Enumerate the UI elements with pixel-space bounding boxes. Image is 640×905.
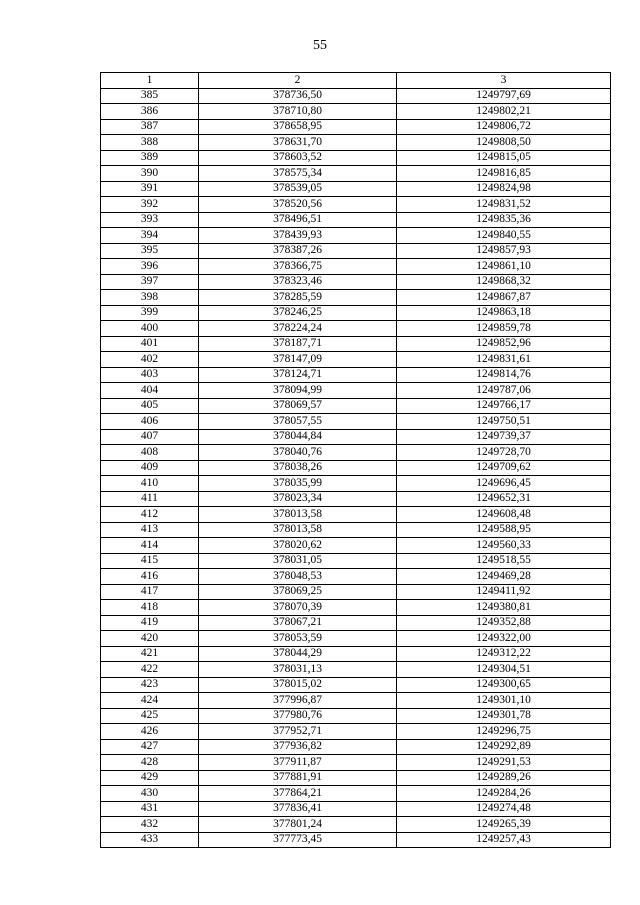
table-cell-col-1: 394 [101, 228, 199, 244]
table-row [101, 491, 611, 507]
table-cell-col-1: 420 [101, 631, 199, 647]
table-cell-col-1: 412 [101, 507, 199, 523]
table-cell-col-1: 430 [101, 786, 199, 802]
table-cell-col-3: 1249766,17 [397, 398, 611, 414]
table-cell-col-2: 378057,55 [199, 414, 397, 430]
table-row [101, 274, 611, 290]
table-cell-col-3: 1249816,85 [397, 166, 611, 182]
table-row [101, 228, 611, 244]
table-cell-col-2: 377864,21 [199, 786, 397, 802]
table-cell-col-3: 1249301,78 [397, 708, 611, 724]
table-cell-col-2: 378658,95 [199, 119, 397, 135]
table-row [101, 507, 611, 523]
table-cell-col-3: 1249859,78 [397, 321, 611, 337]
table-cell-col-1: 407 [101, 429, 199, 445]
table-cell-col-1: 385 [101, 88, 199, 104]
table-body [101, 88, 611, 848]
table-row [101, 553, 611, 569]
table-row [101, 119, 611, 135]
table-cell-col-3: 1249300,65 [397, 677, 611, 693]
table-row [101, 88, 611, 104]
table-cell-col-3: 1249831,52 [397, 197, 611, 213]
table-row [101, 677, 611, 693]
table-cell-col-3: 1249296,75 [397, 724, 611, 740]
table-row [101, 770, 611, 786]
table-cell-col-3: 1249857,93 [397, 243, 611, 259]
table-cell-col-3: 1249352,88 [397, 615, 611, 631]
table-cell-col-2: 378031,05 [199, 553, 397, 569]
table-cell-col-1: 410 [101, 476, 199, 492]
table-cell-col-1: 388 [101, 135, 199, 151]
table-cell-col-2: 378387,26 [199, 243, 397, 259]
table-cell-col-1: 403 [101, 367, 199, 383]
table-cell-col-2: 378053,59 [199, 631, 397, 647]
table-cell-col-1: 431 [101, 801, 199, 817]
table-row [101, 150, 611, 166]
coordinates-table [100, 72, 611, 848]
table-cell-col-3: 1249867,87 [397, 290, 611, 306]
table-cell-col-2: 377801,24 [199, 817, 397, 833]
table-row [101, 166, 611, 182]
table-cell-col-3: 1249284,26 [397, 786, 611, 802]
table-row [101, 429, 611, 445]
table-cell-col-2: 378496,51 [199, 212, 397, 228]
table-cell-col-3: 1249861,10 [397, 259, 611, 275]
table-cell-col-2: 378575,34 [199, 166, 397, 182]
table-cell-col-2: 378187,71 [199, 336, 397, 352]
table-cell-col-2: 378040,76 [199, 445, 397, 461]
table-cell-col-2: 378044,84 [199, 429, 397, 445]
table-cell-col-1: 395 [101, 243, 199, 259]
table-cell-col-3: 1249292,89 [397, 739, 611, 755]
table-cell-col-3: 1249652,31 [397, 491, 611, 507]
table-cell-col-3: 1249868,32 [397, 274, 611, 290]
column-header-2: 2 [199, 73, 397, 89]
table-row [101, 476, 611, 492]
table-row [101, 460, 611, 476]
table-cell-col-2: 378147,09 [199, 352, 397, 368]
table-cell-col-3: 1249863,18 [397, 305, 611, 321]
table-row [101, 135, 611, 151]
table-row [101, 243, 611, 259]
table-cell-col-1: 386 [101, 104, 199, 120]
table-cell-col-2: 377936,82 [199, 739, 397, 755]
table-cell-col-1: 411 [101, 491, 199, 507]
table-cell-col-3: 1249518,55 [397, 553, 611, 569]
table-cell-col-2: 378246,25 [199, 305, 397, 321]
table-cell-col-1: 424 [101, 693, 199, 709]
table-cell-col-2: 377952,71 [199, 724, 397, 740]
table-cell-col-2: 378285,59 [199, 290, 397, 306]
table-cell-col-2: 378023,34 [199, 491, 397, 507]
table-cell-col-1: 401 [101, 336, 199, 352]
table-cell-col-2: 378020,62 [199, 538, 397, 554]
table-row [101, 538, 611, 554]
table-cell-col-1: 398 [101, 290, 199, 306]
table-cell-col-3: 1249380,81 [397, 600, 611, 616]
table-cell-col-2: 378067,21 [199, 615, 397, 631]
table-cell-col-3: 1249304,51 [397, 662, 611, 678]
table-cell-col-2: 378069,25 [199, 584, 397, 600]
table-row [101, 522, 611, 538]
table-cell-col-1: 405 [101, 398, 199, 414]
table-row [101, 305, 611, 321]
table-cell-col-2: 378013,58 [199, 522, 397, 538]
table-cell-col-2: 378710,80 [199, 104, 397, 120]
table-cell-col-1: 426 [101, 724, 199, 740]
table-row [101, 600, 611, 616]
table-row [101, 615, 611, 631]
table-row [101, 631, 611, 647]
table-cell-col-1: 387 [101, 119, 199, 135]
table-row [101, 708, 611, 724]
table-cell-col-2: 377881,91 [199, 770, 397, 786]
table-cell-col-3: 1249274,48 [397, 801, 611, 817]
table-row [101, 801, 611, 817]
table-row [101, 817, 611, 833]
table-row [101, 832, 611, 848]
table-cell-col-1: 413 [101, 522, 199, 538]
table-cell-col-3: 1249840,55 [397, 228, 611, 244]
table-cell-col-3: 1249835,36 [397, 212, 611, 228]
table-row [101, 584, 611, 600]
table-cell-col-3: 1249301,10 [397, 693, 611, 709]
table-cell-col-1: 421 [101, 646, 199, 662]
table-cell-col-3: 1249787,06 [397, 383, 611, 399]
table-row [101, 212, 611, 228]
table-cell-col-1: 408 [101, 445, 199, 461]
table-cell-col-2: 378069,57 [199, 398, 397, 414]
table-cell-col-3: 1249291,53 [397, 755, 611, 771]
table-cell-col-1: 427 [101, 739, 199, 755]
table-cell-col-3: 1249739,37 [397, 429, 611, 445]
table-row [101, 755, 611, 771]
table-cell-col-3: 1249852,96 [397, 336, 611, 352]
page-number: 55 [313, 38, 327, 53]
table-row [101, 724, 611, 740]
table-cell-col-3: 1249815,05 [397, 150, 611, 166]
table-cell-col-1: 389 [101, 150, 199, 166]
table-row [101, 367, 611, 383]
table-cell-col-3: 1249411,92 [397, 584, 611, 600]
table-cell-col-2: 378631,70 [199, 135, 397, 151]
table-row [101, 739, 611, 755]
table-cell-col-3: 1249696,45 [397, 476, 611, 492]
table-cell-col-3: 1249289,26 [397, 770, 611, 786]
table-row [101, 352, 611, 368]
table-cell-col-1: 422 [101, 662, 199, 678]
table-cell-col-2: 378013,58 [199, 507, 397, 523]
table-row [101, 693, 611, 709]
table-cell-col-2: 378520,56 [199, 197, 397, 213]
table-cell-col-1: 393 [101, 212, 199, 228]
table-cell-col-1: 400 [101, 321, 199, 337]
table-row [101, 181, 611, 197]
table-row [101, 104, 611, 120]
table-cell-col-2: 378094,99 [199, 383, 397, 399]
table-header-row [101, 73, 611, 89]
table-row [101, 383, 611, 399]
table-cell-col-1: 416 [101, 569, 199, 585]
table-row [101, 197, 611, 213]
table-row [101, 336, 611, 352]
table-cell-col-2: 377980,76 [199, 708, 397, 724]
table-cell-col-3: 1249814,76 [397, 367, 611, 383]
table-cell-col-2: 378323,46 [199, 274, 397, 290]
table-cell-col-3: 1249808,50 [397, 135, 611, 151]
table-row [101, 321, 611, 337]
table-cell-col-3: 1249750,51 [397, 414, 611, 430]
table-row [101, 414, 611, 430]
table-cell-col-1: 406 [101, 414, 199, 430]
table-cell-col-2: 378366,75 [199, 259, 397, 275]
table-cell-col-1: 409 [101, 460, 199, 476]
table-cell-col-1: 417 [101, 584, 199, 600]
table-cell-col-2: 378070,39 [199, 600, 397, 616]
table-cell-col-2: 378031,13 [199, 662, 397, 678]
table-cell-col-3: 1249469,28 [397, 569, 611, 585]
table-row [101, 398, 611, 414]
table-cell-col-1: 432 [101, 817, 199, 833]
table-cell-col-1: 425 [101, 708, 199, 724]
table-cell-col-2: 378048,53 [199, 569, 397, 585]
table-cell-col-2: 378736,50 [199, 88, 397, 104]
table-cell-col-3: 1249824,98 [397, 181, 611, 197]
table-cell-col-3: 1249608,48 [397, 507, 611, 523]
table-cell-col-2: 377911,87 [199, 755, 397, 771]
table-cell-col-2: 378044,29 [199, 646, 397, 662]
table-cell-col-3: 1249588,95 [397, 522, 611, 538]
table-cell-col-1: 428 [101, 755, 199, 771]
table-cell-col-1: 390 [101, 166, 199, 182]
table-cell-col-3: 1249560,33 [397, 538, 611, 554]
table-cell-col-2: 378038,26 [199, 460, 397, 476]
table-cell-col-1: 392 [101, 197, 199, 213]
table-row [101, 662, 611, 678]
table-cell-col-1: 397 [101, 274, 199, 290]
table-cell-col-2: 378439,93 [199, 228, 397, 244]
table-cell-col-3: 1249797,69 [397, 88, 611, 104]
table-row [101, 445, 611, 461]
table-cell-col-2: 377773,45 [199, 832, 397, 848]
table-cell-col-3: 1249831,61 [397, 352, 611, 368]
column-header-3: 3 [397, 73, 611, 89]
table-cell-col-3: 1249806,72 [397, 119, 611, 135]
table-cell-col-1: 404 [101, 383, 199, 399]
table-cell-col-1: 402 [101, 352, 199, 368]
table-cell-col-1: 423 [101, 677, 199, 693]
table-cell-col-3: 1249709,62 [397, 460, 611, 476]
table-cell-col-2: 378015,02 [199, 677, 397, 693]
table-row [101, 290, 611, 306]
table-row [101, 786, 611, 802]
table-cell-col-2: 378603,52 [199, 150, 397, 166]
table-cell-col-2: 378035,99 [199, 476, 397, 492]
table-cell-col-1: 396 [101, 259, 199, 275]
table-cell-col-1: 433 [101, 832, 199, 848]
table-row [101, 259, 611, 275]
table-cell-col-1: 419 [101, 615, 199, 631]
table-cell-col-1: 399 [101, 305, 199, 321]
table-cell-col-2: 377836,41 [199, 801, 397, 817]
column-header-1: 1 [101, 73, 199, 89]
table-cell-col-2: 378539,05 [199, 181, 397, 197]
table-cell-col-3: 1249322,00 [397, 631, 611, 647]
table-cell-col-1: 415 [101, 553, 199, 569]
table-cell-col-1: 391 [101, 181, 199, 197]
table-row [101, 569, 611, 585]
table-cell-col-3: 1249265,39 [397, 817, 611, 833]
table-cell-col-3: 1249312,22 [397, 646, 611, 662]
table-cell-col-3: 1249728,70 [397, 445, 611, 461]
table-cell-col-1: 414 [101, 538, 199, 554]
table-cell-col-1: 429 [101, 770, 199, 786]
table-cell-col-2: 377996,87 [199, 693, 397, 709]
table-cell-col-2: 378124,71 [199, 367, 397, 383]
table-cell-col-2: 378224,24 [199, 321, 397, 337]
table-cell-col-3: 1249257,43 [397, 832, 611, 848]
table-cell-col-3: 1249802,21 [397, 104, 611, 120]
table-cell-col-1: 418 [101, 600, 199, 616]
table-row [101, 646, 611, 662]
